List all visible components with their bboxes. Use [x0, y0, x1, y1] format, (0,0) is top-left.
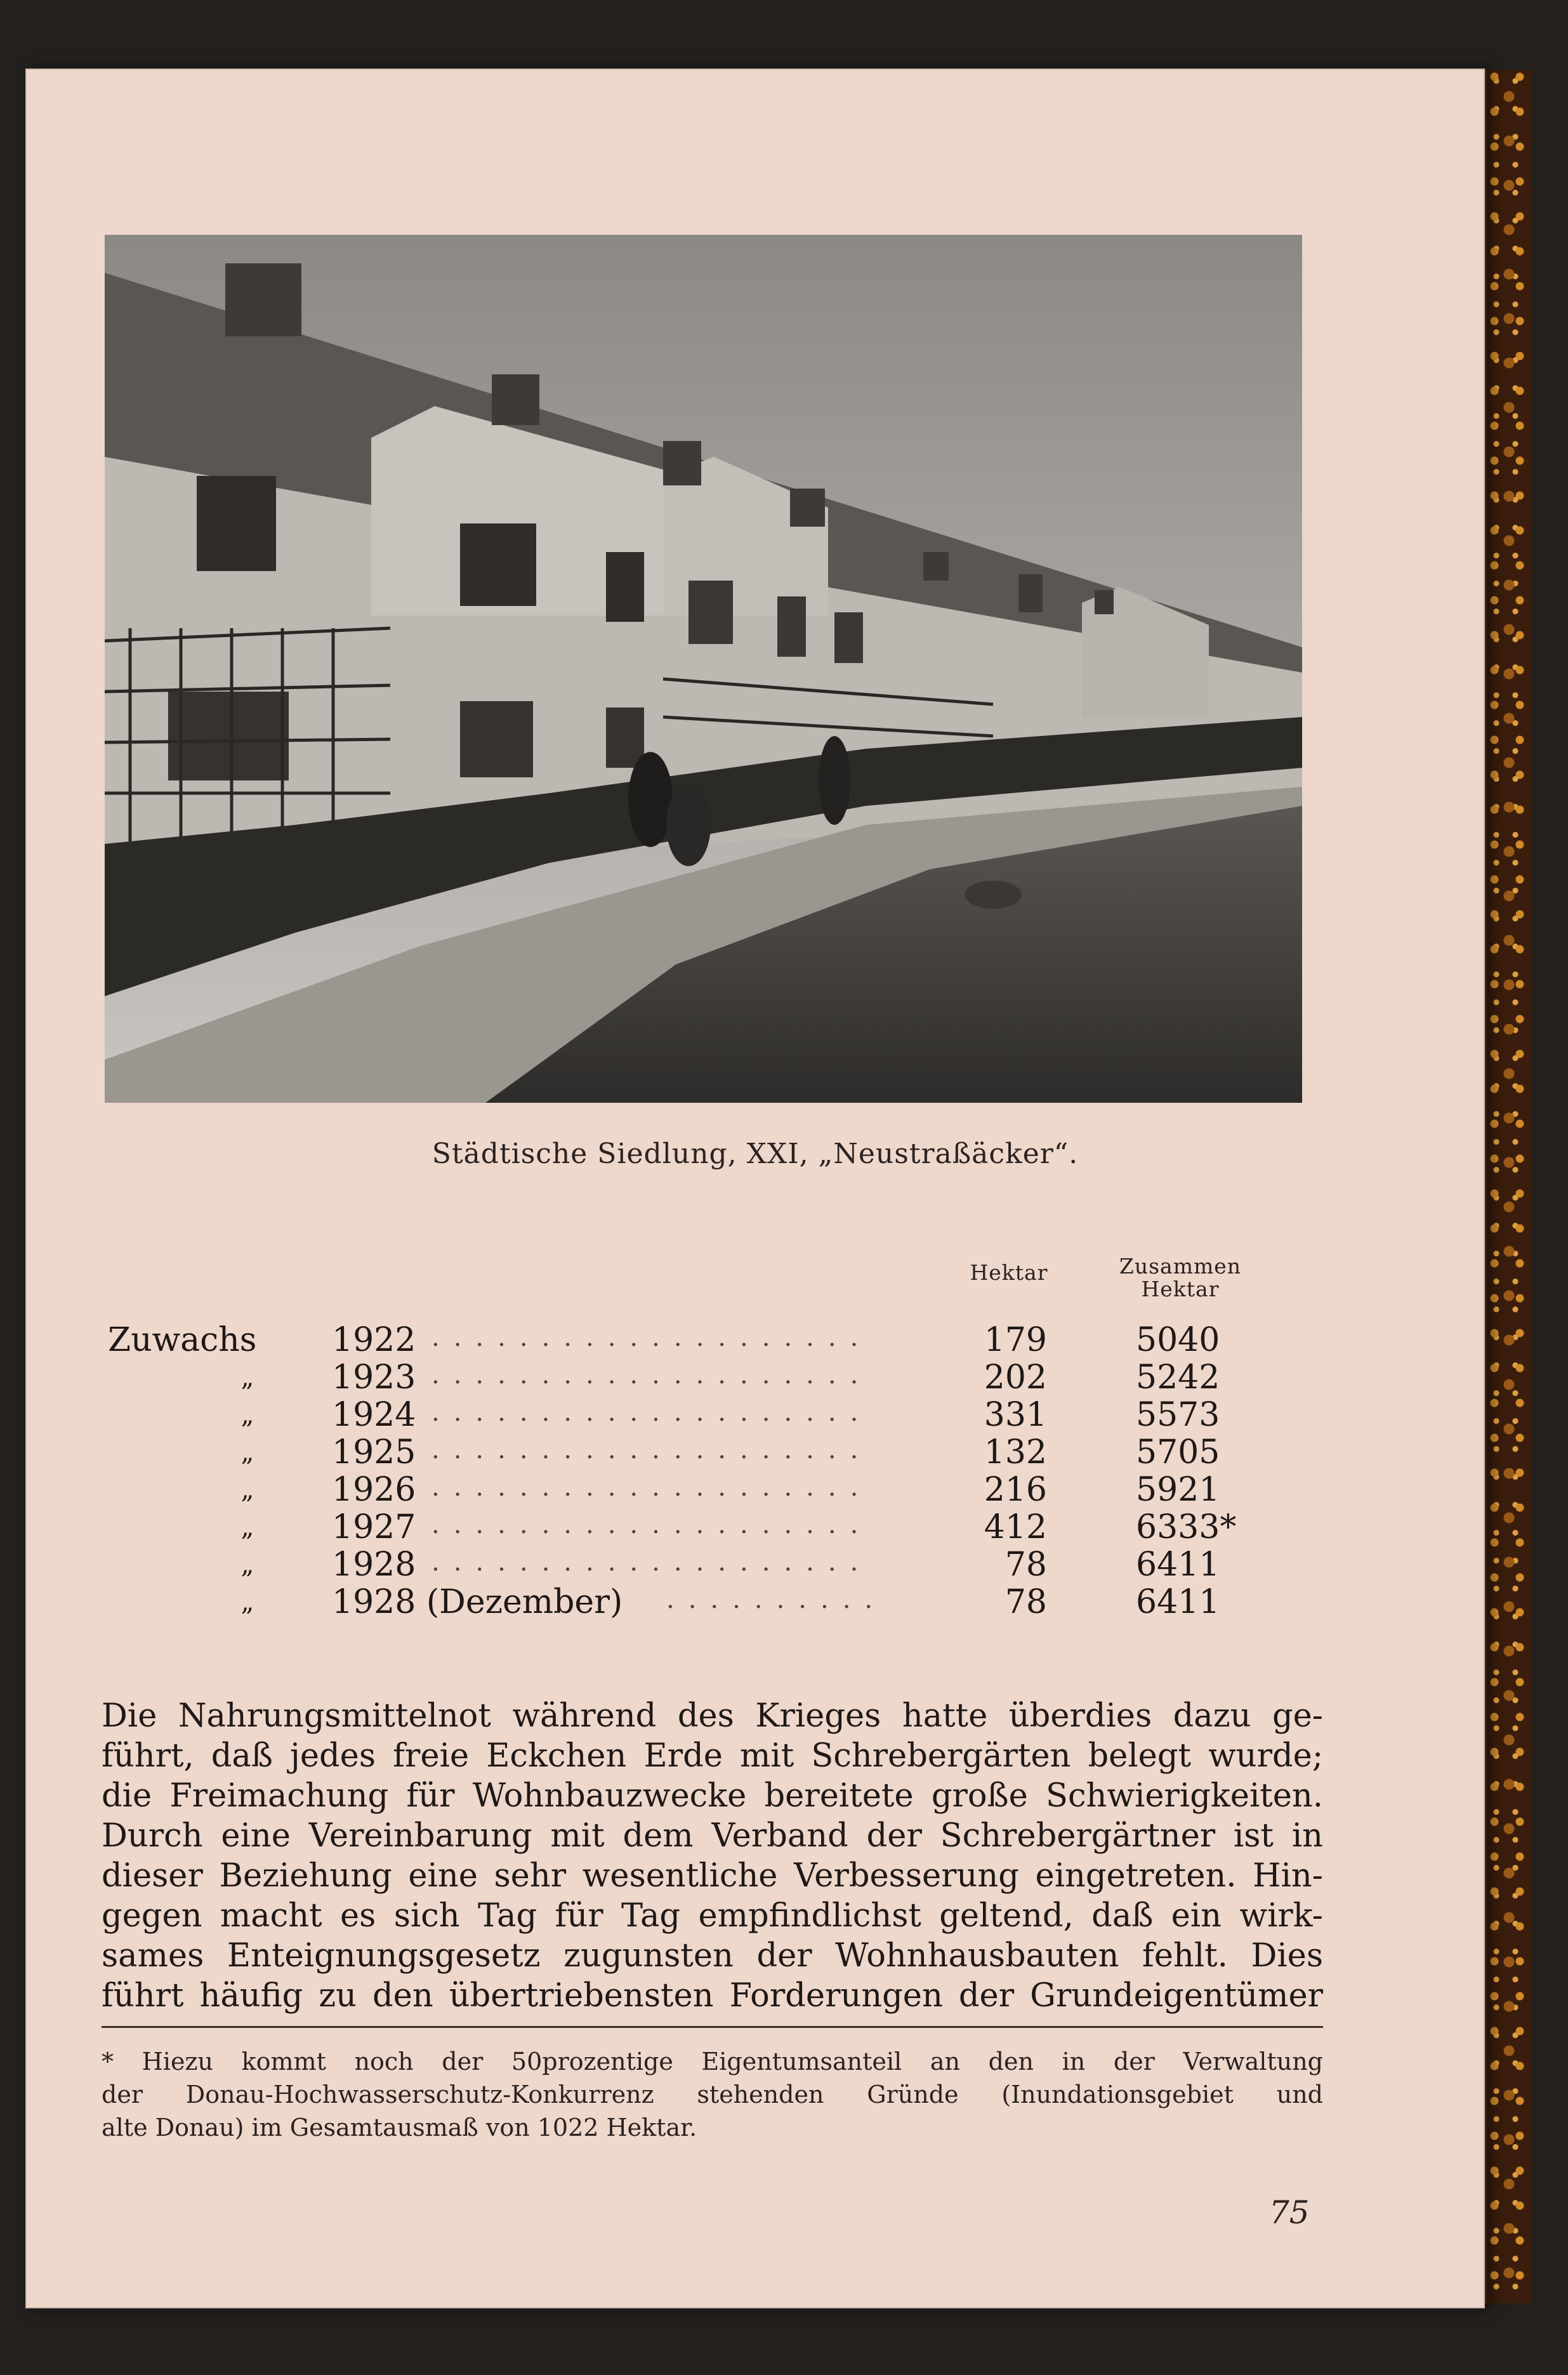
table-row	[25, 1359, 1485, 1397]
body-line: führt, daß jedes freie Eckchen Erde mit Schrebergärten belegt wurde;	[102, 1737, 1323, 1775]
ditto-mark: „	[240, 1363, 254, 1392]
row-hektar: 78	[1005, 1546, 1047, 1584]
row-hektar: 78	[1005, 1583, 1047, 1621]
leader-dots: ....................	[432, 1435, 873, 1464]
footnote-line: der Donau-Hochwasserschutz-Konkurrenz stehenden Gründe (Inundationsgebiet und	[102, 2081, 1323, 2109]
row-year: 1925	[332, 1433, 416, 1471]
row-hektar: 132	[984, 1433, 1047, 1471]
body-paragraph	[102, 1696, 1323, 2016]
row-zusammen: 6411	[1136, 1546, 1220, 1584]
footnote	[102, 2045, 1323, 2144]
leader-dots: ....................	[432, 1398, 873, 1427]
ditto-mark: „	[240, 1400, 254, 1430]
table-row	[25, 1397, 1485, 1434]
row-zusammen: 5040	[1136, 1321, 1220, 1359]
row-zusammen: 5921	[1136, 1471, 1220, 1509]
row-zusammen: 5573	[1136, 1396, 1220, 1434]
row-zusammen: 6333*	[1136, 1508, 1237, 1546]
row-label: Zuwachs	[108, 1321, 257, 1359]
leader-dots: ....................	[432, 1473, 873, 1502]
ditto-mark: „	[240, 1550, 254, 1579]
body-line: die Freimachung für Wohnbauzwecke bereitete große Schwierigkeiten.	[102, 1777, 1323, 1815]
book-spine-edge	[1485, 70, 1531, 2303]
row-hektar: 216	[984, 1471, 1047, 1509]
table-row	[25, 1471, 1485, 1509]
ditto-mark: „	[240, 1513, 254, 1542]
leader-dots: ....................	[432, 1510, 873, 1539]
leader-dots: ....................	[432, 1548, 873, 1577]
photo-housing-estate	[105, 235, 1302, 1103]
table-row	[25, 1509, 1485, 1546]
row-year: 1928	[332, 1546, 416, 1584]
row-year: 1926	[332, 1471, 416, 1509]
row-hektar: 412	[984, 1508, 1047, 1546]
row-year: 1927	[332, 1508, 416, 1546]
table-row	[25, 1584, 1485, 1621]
row-year: 1924	[332, 1396, 416, 1434]
row-zusammen: 5242	[1136, 1359, 1220, 1397]
row-hektar: 331	[984, 1396, 1047, 1434]
body-line: Durch eine Vereinbarung mit dem Verband der Schrebergärtner ist in	[102, 1817, 1323, 1855]
table-row	[25, 1434, 1485, 1471]
row-year: 1922	[332, 1321, 416, 1359]
table-row	[25, 1546, 1485, 1584]
column-header-zusammen	[1104, 1255, 1256, 1301]
row-year: 1923	[332, 1359, 416, 1397]
row-zusammen: 5705	[1136, 1433, 1220, 1471]
body-line: führt häufig zu den übertriebensten Forderungen der Grundeigentümer	[102, 1977, 1323, 2015]
body-line: Die Nahrungsmittelnot während des Krieges hatte überdies dazu ge-	[102, 1697, 1323, 1735]
ditto-mark: „	[240, 1438, 254, 1467]
leader-dots: ....................	[432, 1323, 873, 1352]
footnote-line: alte Donau) im Gesamtausmaß von 1022 Hektar.	[102, 2114, 697, 2141]
row-year: 1928 (Dezember)	[332, 1583, 623, 1621]
footnote-line: * Hiezu kommt noch der 50prozentige Eigentumsanteil an den in der Verwaltung	[102, 2048, 1323, 2076]
photo-caption: Städtische Siedlung, XXI, „Neustraßäcker“.	[432, 1138, 1079, 1170]
body-line: sames Enteignungsgesetz zugunsten der Wohnhausbauten fehlt. Dies	[102, 1937, 1323, 1975]
table-row	[25, 1322, 1485, 1359]
ditto-mark: „	[240, 1588, 254, 1617]
column-header-hektar: Hektar	[970, 1260, 1048, 1285]
column-header-zusammen-line2: Hektar	[1141, 1277, 1220, 1301]
leader-dots: ....................	[432, 1360, 873, 1390]
book-page	[25, 69, 1485, 2308]
ditto-mark: „	[240, 1475, 254, 1504]
row-hektar: 179	[984, 1321, 1047, 1359]
body-line: dieser Beziehung eine sehr wesentliche Verbesserung eingetreten. Hin-	[102, 1857, 1323, 1895]
leader-dots: ..........	[666, 1585, 887, 1614]
body-line: gegen macht es sich Tag für Tag empfindlichst geltend, daß ein wirk-	[102, 1897, 1323, 1935]
page-number: 75	[1269, 2194, 1310, 2231]
footnote-divider	[102, 2026, 1323, 2028]
row-zusammen: 6411	[1136, 1583, 1220, 1621]
row-hektar: 202	[984, 1359, 1047, 1397]
column-header-zusammen-line1: Zusammen	[1119, 1254, 1242, 1279]
